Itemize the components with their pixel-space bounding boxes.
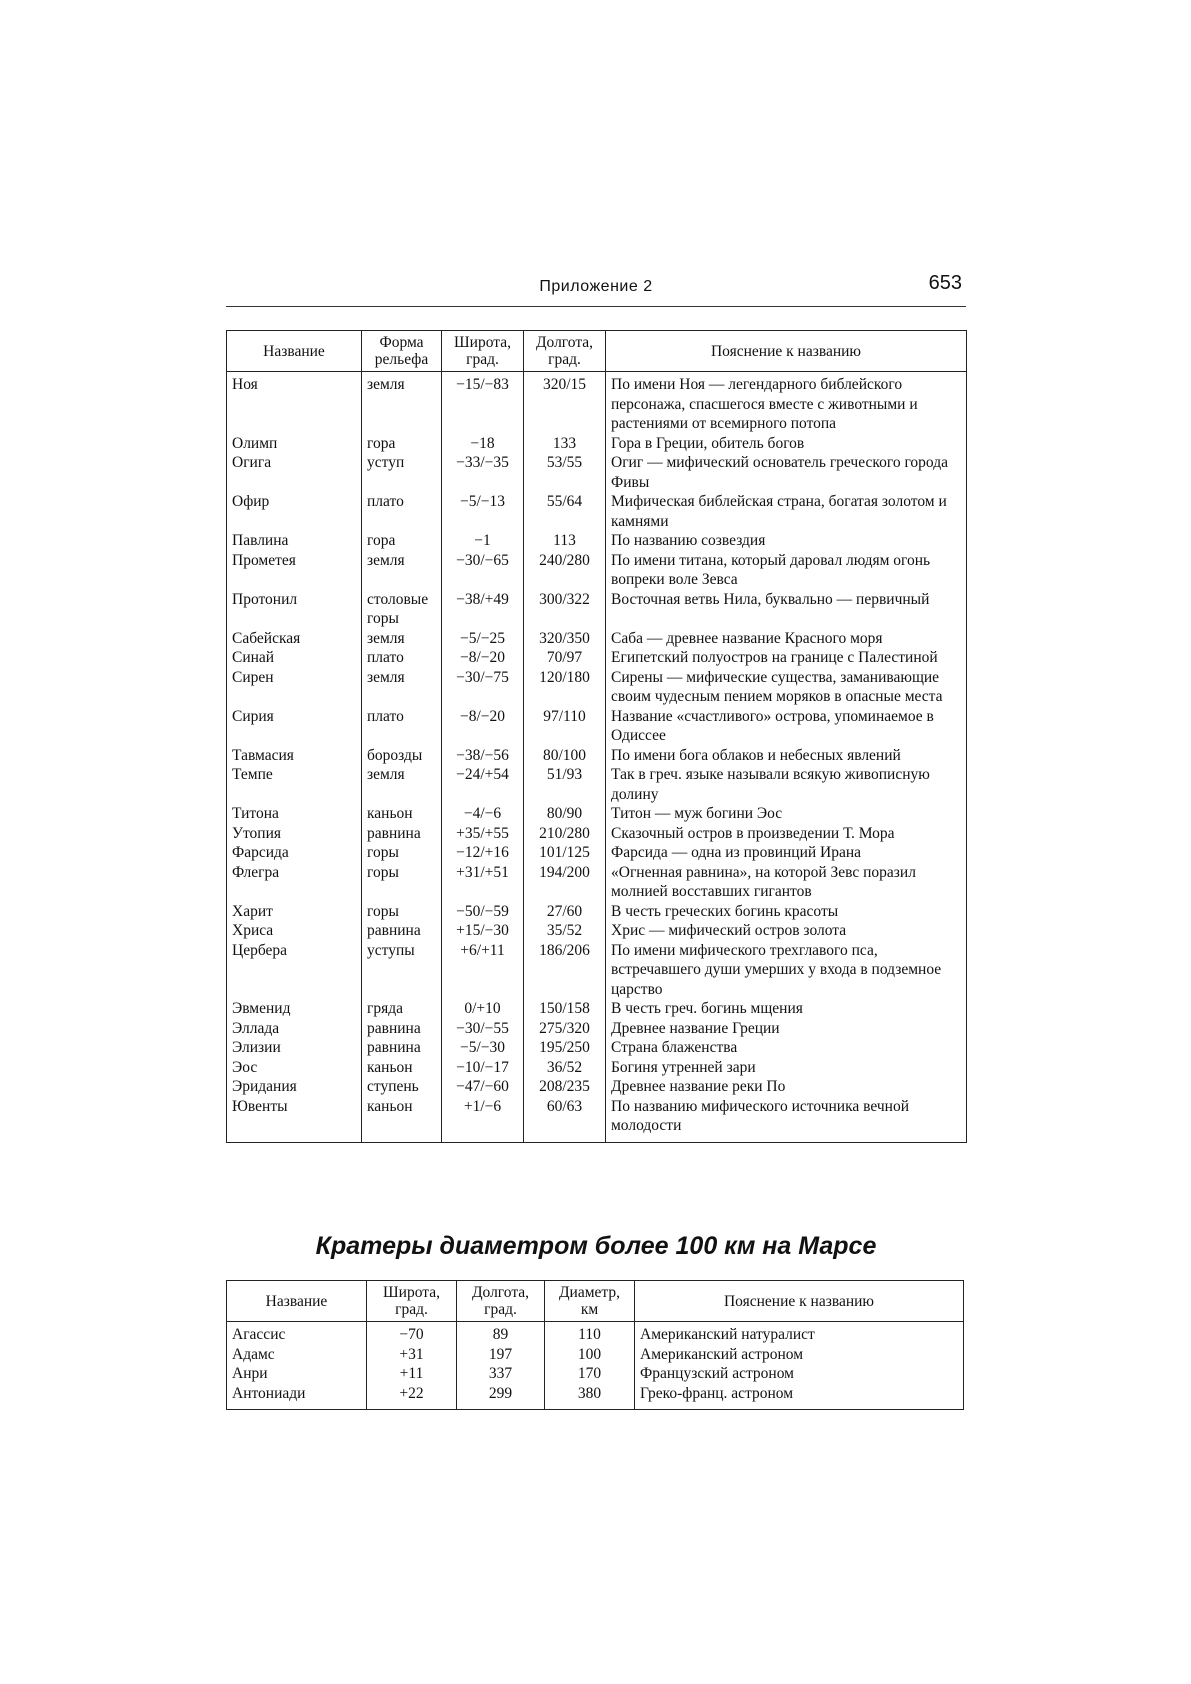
cell-lat: −24/+54 (442, 765, 524, 804)
cell-form: гора (362, 531, 442, 551)
cell-form: земля (362, 668, 442, 707)
cell-lon: 55/64 (524, 492, 606, 531)
cell-name: Цербера (227, 941, 362, 1000)
cell-form: плато (362, 707, 442, 746)
table-row (227, 921, 967, 941)
col-header-form: Форма рельефа (362, 331, 442, 372)
cell-lat: −8/−20 (442, 707, 524, 746)
cell-note: Название «счастливого» острова, упоминаемое в Одиссее (606, 707, 967, 746)
table-row (227, 999, 967, 1019)
cell-lon: 101/125 (524, 843, 606, 863)
cell-lat: −33/−35 (442, 453, 524, 492)
table-row (227, 902, 967, 922)
cell-lat: −5/−30 (442, 1038, 524, 1058)
cell-lon: 120/180 (524, 668, 606, 707)
cell-name: Агассис (227, 1322, 367, 1345)
cell-lat: +22 (367, 1384, 457, 1410)
table-row (227, 1019, 967, 1039)
cell-lat: −1 (442, 531, 524, 551)
cell-name: Тавмасия (227, 746, 362, 766)
cell-form: борозды (362, 746, 442, 766)
cell-form: горы (362, 902, 442, 922)
cell-note: Мифическая библейская страна, богатая золотом и камнями (606, 492, 967, 531)
table-row (227, 1384, 964, 1410)
cell-lon: 133 (524, 434, 606, 454)
cell-name: Харит (227, 902, 362, 922)
cell-note: Гора в Греции, обитель богов (606, 434, 967, 454)
cell-lat: +31 (367, 1345, 457, 1365)
relief-features-table (226, 330, 967, 1143)
cell-form: плато (362, 492, 442, 531)
cell-name: Эридания (227, 1077, 362, 1097)
cell-form: земля (362, 372, 442, 434)
table-header-row (227, 1281, 964, 1322)
cell-note: Сирены — мифические существа, заманивающие своим чудесным пением моряков в опасные места (606, 668, 967, 707)
cell-note: Американский астроном (635, 1345, 964, 1365)
cell-form: ступень (362, 1077, 442, 1097)
table-row (227, 629, 967, 649)
cell-lon: 51/93 (524, 765, 606, 804)
cell-note: По имени титана, который даровал людям огонь вопреки воле Зевса (606, 551, 967, 590)
cell-lat: −38/+49 (442, 590, 524, 629)
cell-name: Сабейская (227, 629, 362, 649)
cell-name: Хриса (227, 921, 362, 941)
cell-note: «Огненная равнина», на которой Зевс поразил молнией восставших гигантов (606, 863, 967, 902)
col-header-name: Название (227, 331, 362, 372)
cell-name: Эллада (227, 1019, 362, 1039)
col-header-diam: Диаметр, км (545, 1281, 635, 1322)
cell-lon: 35/52 (524, 921, 606, 941)
cell-form: каньон (362, 1097, 442, 1143)
cell-note: Американский натуралист (635, 1322, 964, 1345)
table-row (227, 746, 967, 766)
cell-lat: −50/−59 (442, 902, 524, 922)
cell-note: По имени Ноя — легендарного библейского персонажа, спасшегося вместе с животными и растениями от всемирного потопа (606, 372, 967, 434)
cell-form: столовые горы (362, 590, 442, 629)
table-row (227, 1345, 964, 1365)
cell-form: земля (362, 765, 442, 804)
cell-lat: −10/−17 (442, 1058, 524, 1078)
cell-name: Протонил (227, 590, 362, 629)
page-number: 653 (928, 272, 962, 294)
table-row (227, 648, 967, 668)
cell-note: Титон — муж богини Эос (606, 804, 967, 824)
cell-note: Саба — древнее название Красного моря (606, 629, 967, 649)
cell-name: Сирия (227, 707, 362, 746)
table-row (227, 765, 967, 804)
table-row (227, 1077, 967, 1097)
cell-form: земля (362, 551, 442, 590)
cell-lat: −47/−60 (442, 1077, 524, 1097)
cell-form: горы (362, 863, 442, 902)
cell-lon: 150/158 (524, 999, 606, 1019)
col-header-lat: Широта, град. (442, 331, 524, 372)
cell-name: Олимп (227, 434, 362, 454)
cell-note: Так в греч. языке называли всякую живописную долину (606, 765, 967, 804)
cell-lat: +1/−6 (442, 1097, 524, 1143)
cell-note: По имени бога облаков и небесных явлений (606, 746, 967, 766)
table-row (227, 824, 967, 844)
cell-lat: +11 (367, 1364, 457, 1384)
cell-note: В честь греч. богинь мщения (606, 999, 967, 1019)
cell-lon: 195/250 (524, 1038, 606, 1058)
cell-note: Французский астроном (635, 1364, 964, 1384)
cell-note: Богиня утренней зари (606, 1058, 967, 1078)
cell-lon: 186/206 (524, 941, 606, 1000)
running-title: Приложение 2 (539, 278, 653, 295)
cell-note: Древнее название Греции (606, 1019, 967, 1039)
cell-lat: −70 (367, 1322, 457, 1345)
table-row (227, 551, 967, 590)
cell-lat: 0/+10 (442, 999, 524, 1019)
table-row (227, 453, 967, 492)
col-header-lon: Долгота, град. (457, 1281, 545, 1322)
cell-lon: 208/235 (524, 1077, 606, 1097)
cell-lat: −30/−65 (442, 551, 524, 590)
cell-diam: 100 (545, 1345, 635, 1365)
cell-form: каньон (362, 804, 442, 824)
cell-form: горы (362, 843, 442, 863)
table-row (227, 590, 967, 629)
cell-note: Огиг — мифический основатель греческого города Фивы (606, 453, 967, 492)
cell-lon: 194/200 (524, 863, 606, 902)
table-row (227, 1058, 967, 1078)
cell-lon: 60/63 (524, 1097, 606, 1143)
cell-form: равнина (362, 1019, 442, 1039)
cell-name: Офир (227, 492, 362, 531)
cell-name: Антониади (227, 1384, 367, 1410)
table-row (227, 668, 967, 707)
cell-lon: 240/280 (524, 551, 606, 590)
cell-lat: −18 (442, 434, 524, 454)
table-row (227, 941, 967, 1000)
cell-name: Павлина (227, 531, 362, 551)
table-row (227, 804, 967, 824)
table-row (227, 1097, 967, 1143)
cell-lon: 299 (457, 1384, 545, 1410)
cell-note: Египетский полуостров на границе с Палестиной (606, 648, 967, 668)
cell-lon: 97/110 (524, 707, 606, 746)
cell-name: Титона (227, 804, 362, 824)
cell-lat: +31/+51 (442, 863, 524, 902)
cell-diam: 110 (545, 1322, 635, 1345)
table-header-row (227, 331, 967, 372)
cell-form: плато (362, 648, 442, 668)
cell-name: Адамс (227, 1345, 367, 1365)
cell-lat: −12/+16 (442, 843, 524, 863)
cell-name: Ноя (227, 372, 362, 434)
col-header-note: Пояснение к названию (606, 331, 967, 372)
cell-note: Восточная ветвь Нила, буквально — первичный (606, 590, 967, 629)
cell-form: равнина (362, 1038, 442, 1058)
cell-form: равнина (362, 824, 442, 844)
cell-form: уступы (362, 941, 442, 1000)
cell-lat: +6/+11 (442, 941, 524, 1000)
craters-table (226, 1280, 964, 1410)
cell-name: Эвменид (227, 999, 362, 1019)
cell-name: Эос (227, 1058, 362, 1078)
table-row (227, 1364, 964, 1384)
cell-note: Фарсида — одна из провинций Ирана (606, 843, 967, 863)
cell-diam: 380 (545, 1384, 635, 1410)
cell-name: Фарсида (227, 843, 362, 863)
cell-lat: −38/−56 (442, 746, 524, 766)
cell-name: Прометея (227, 551, 362, 590)
cell-lon: 36/52 (524, 1058, 606, 1078)
cell-name: Ювенты (227, 1097, 362, 1143)
cell-lat: −30/−55 (442, 1019, 524, 1039)
cell-lat: −30/−75 (442, 668, 524, 707)
cell-note: По названию созвездия (606, 531, 967, 551)
cell-lon: 337 (457, 1364, 545, 1384)
cell-name: Огига (227, 453, 362, 492)
cell-lat: −8/−20 (442, 648, 524, 668)
cell-note: По имени мифического трехглавого пса, встречавшего души умерших у входа в подземное царство (606, 941, 967, 1000)
cell-note: В честь греческих богинь красоты (606, 902, 967, 922)
col-header-lat: Широта, град. (367, 1281, 457, 1322)
table-row (227, 707, 967, 746)
table-row (227, 843, 967, 863)
cell-lat: −5/−13 (442, 492, 524, 531)
cell-note: Сказочный остров в произведении Т. Мора (606, 824, 967, 844)
cell-name: Синай (227, 648, 362, 668)
cell-lon: 80/100 (524, 746, 606, 766)
cell-name: Элизии (227, 1038, 362, 1058)
cell-name: Темпе (227, 765, 362, 804)
cell-form: равнина (362, 921, 442, 941)
cell-lon: 300/322 (524, 590, 606, 629)
table-row (227, 1038, 967, 1058)
cell-lon: 197 (457, 1345, 545, 1365)
col-header-lon: Долгота, град. (524, 331, 606, 372)
table-row (227, 531, 967, 551)
cell-lon: 70/97 (524, 648, 606, 668)
cell-lon: 275/320 (524, 1019, 606, 1039)
table-row (227, 863, 967, 902)
table-row (227, 434, 967, 454)
table-row (227, 492, 967, 531)
cell-note: По названию мифического источника вечной молодости (606, 1097, 967, 1143)
cell-lat: −5/−25 (442, 629, 524, 649)
cell-lon: 53/55 (524, 453, 606, 492)
col-header-name: Название (227, 1281, 367, 1322)
cell-lon: 210/280 (524, 824, 606, 844)
cell-form: гряда (362, 999, 442, 1019)
cell-note: Древнее название реки По (606, 1077, 967, 1097)
cell-diam: 170 (545, 1364, 635, 1384)
cell-lon: 320/350 (524, 629, 606, 649)
cell-form: каньон (362, 1058, 442, 1078)
table-row (227, 1322, 964, 1345)
cell-form: уступ (362, 453, 442, 492)
cell-lon: 320/15 (524, 372, 606, 434)
cell-lon: 89 (457, 1322, 545, 1345)
cell-name: Флегра (227, 863, 362, 902)
page-header (226, 272, 966, 307)
cell-note: Греко-франц. астроном (635, 1384, 964, 1410)
section-title: Кратеры диаметром более 100 км на Марсе (315, 1232, 877, 1260)
cell-name: Сирен (227, 668, 362, 707)
cell-note: Страна блаженства (606, 1038, 967, 1058)
cell-lon: 80/90 (524, 804, 606, 824)
table-row (227, 372, 967, 434)
col-header-note: Пояснение к названию (635, 1281, 964, 1322)
cell-lat: +15/−30 (442, 921, 524, 941)
cell-lon: 113 (524, 531, 606, 551)
cell-name: Утопия (227, 824, 362, 844)
cell-note: Хрис — мифический остров золота (606, 921, 967, 941)
cell-lat: +35/+55 (442, 824, 524, 844)
cell-lon: 27/60 (524, 902, 606, 922)
cell-name: Анри (227, 1364, 367, 1384)
cell-form: гора (362, 434, 442, 454)
cell-form: земля (362, 629, 442, 649)
cell-lat: −4/−6 (442, 804, 524, 824)
cell-lat: −15/−83 (442, 372, 524, 434)
